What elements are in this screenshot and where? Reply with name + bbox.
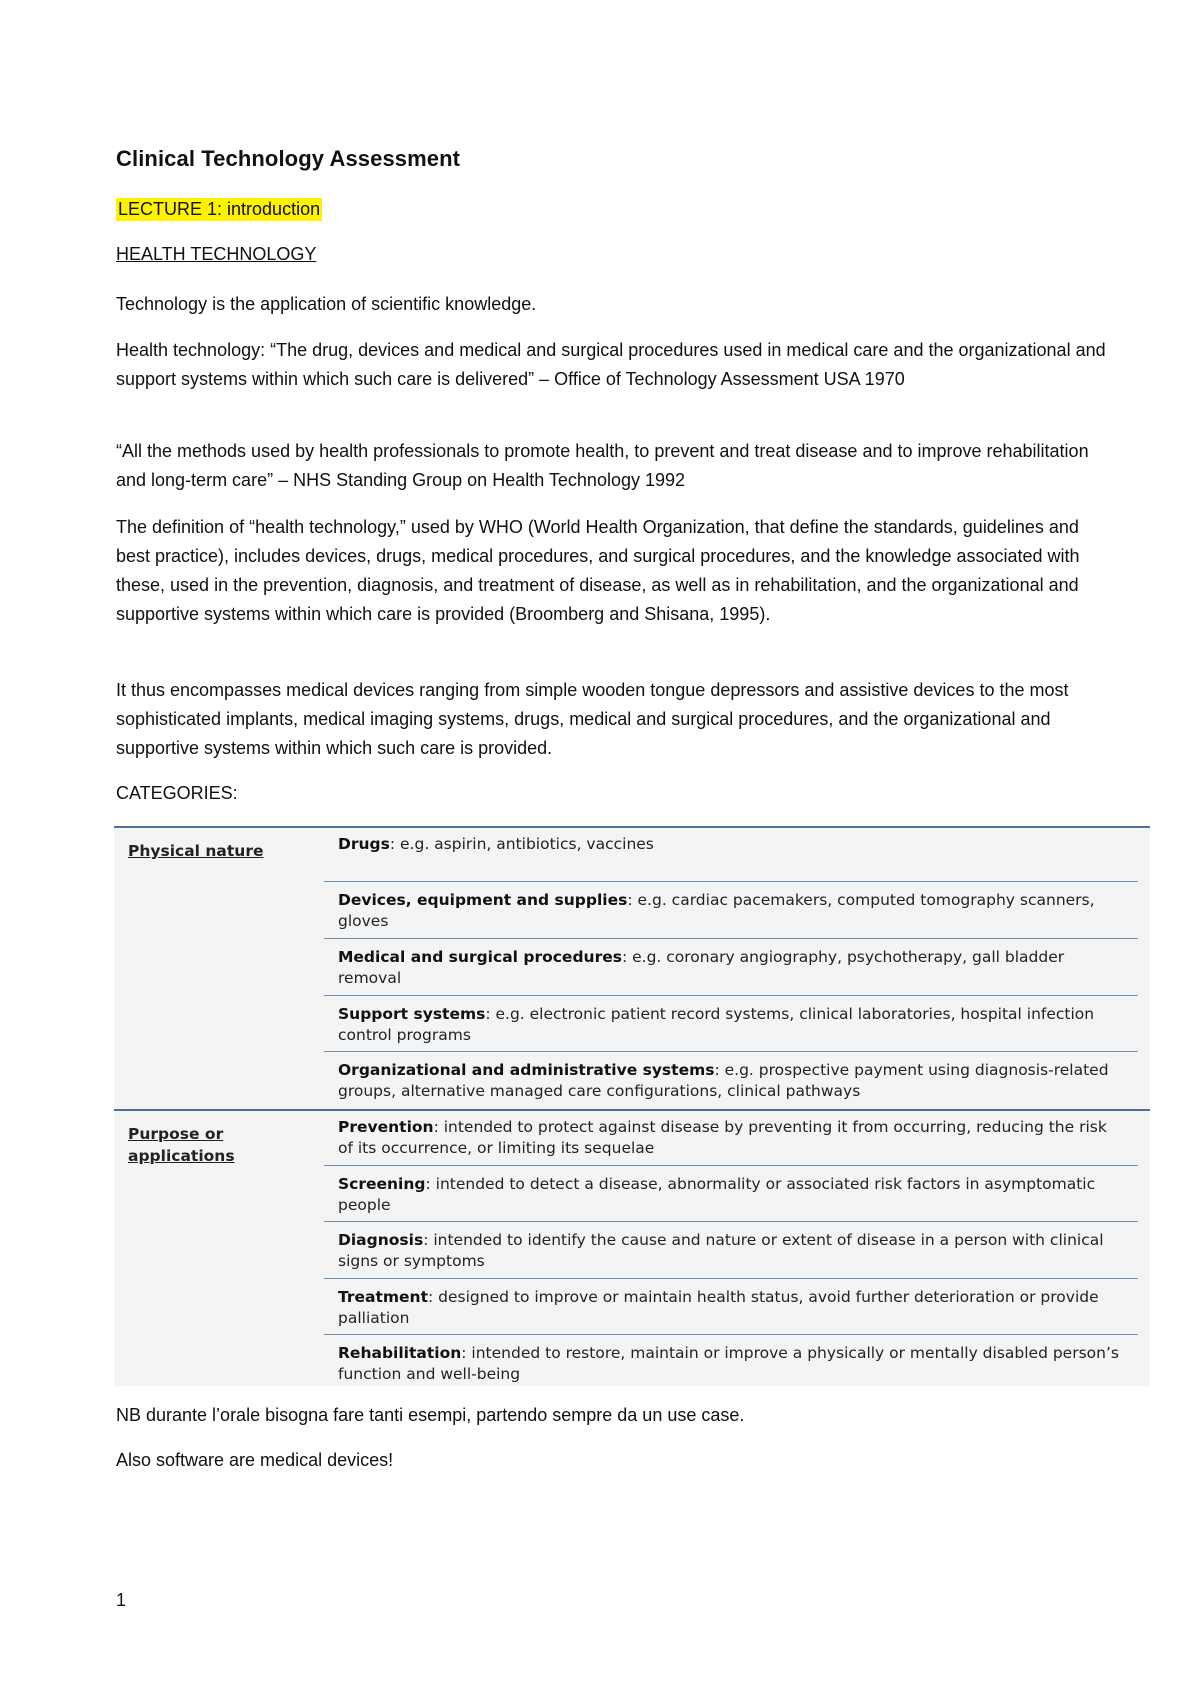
row-description: : intended to protect against disease by preventing it from occurring, reducing the risk of its occurrence, or limiting its sequelae	[338, 1118, 1107, 1157]
row-term: Medical and surgical procedures	[338, 948, 622, 966]
table-row	[324, 1109, 1138, 1166]
table-row	[324, 826, 1138, 882]
physical-nature-group	[114, 826, 1150, 1109]
row-description: : e.g. coronary angiography, psychotherapy, gall bladder removal	[338, 948, 1065, 987]
row-description: : intended to restore, maintain or improve a physically or mentally disabled person’s function and well-being	[338, 1344, 1119, 1383]
row-term: Devices, equipment and supplies	[338, 891, 628, 909]
row-description: : intended to identify the cause and nature or extent of disease in a person with clinical signs or symptoms	[338, 1231, 1104, 1270]
row-term: Rehabilitation	[338, 1344, 462, 1362]
paragraph-2: Health technology: “The drug, devices and medical and surgical procedures used in medical care and the organizational and support systems within which such care is delivered” – Office of Technology Assessment USA 1970	[116, 340, 1106, 389]
row-description: : e.g. electronic patient record systems, clinical laboratories, hospital infection control programs	[338, 1005, 1095, 1044]
row-description: : e.g. aspirin, antibiotics, vaccines	[389, 835, 654, 853]
document-title: Clinical Technology Assessment	[116, 146, 461, 171]
table-row	[324, 1335, 1138, 1386]
physical-nature-rows	[324, 826, 1138, 1109]
table-row	[324, 882, 1138, 939]
paragraph-5: It thus encompasses medical devices ranging from simple wooden tongue depressors and assistive devices to the most sophisticated implants, medical imaging systems, drugs, medical and surgical procedures, and the organizational and supportive systems within which such care is provided.	[116, 680, 1069, 758]
row-term: Organizational and administrative systems	[338, 1061, 715, 1079]
paragraph-1: Technology is the application of scientific knowledge.	[116, 294, 537, 314]
table-row	[324, 1052, 1138, 1109]
row-term: Treatment	[338, 1288, 429, 1306]
lecture-label: LECTURE 1: introduction	[118, 199, 321, 219]
paragraph-4: The definition of “health technology,” used by WHO (World Health Organization, that define the standards, guidelines and best practice), includes devices, drugs, medical procedures, and surgical procedures, and the knowledge associated with these, used in the prevention, diagnosis, and treatment of disease, as well as in rehabilitation, and the organizational and supportive systems within which care is provided (Broomberg and Shisana, 1995).	[116, 517, 1080, 624]
row-term: Support systems	[338, 1005, 486, 1023]
physical-nature-label: Physical nature	[128, 842, 264, 860]
purpose-label: Purpose or applications	[128, 1125, 235, 1165]
paragraph-3: “All the methods used by health professionals to promote health, to prevent and treat disease and to improve rehabilitation and long-term care” – NHS Standing Group on Health Technology 1992	[116, 441, 1089, 490]
purpose-rows	[324, 1109, 1138, 1386]
page-number: 1	[116, 1590, 127, 1610]
table-row	[324, 1166, 1138, 1222]
nb-note: NB durante l’orale bisogna fare tanti esempi, partendo sempre da un use case.	[116, 1405, 745, 1425]
row-description: : designed to improve or maintain health status, avoid further deterioration or provide palliation	[338, 1288, 1099, 1327]
categories-label: CATEGORIES:	[116, 783, 238, 803]
row-term: Screening	[338, 1175, 426, 1193]
purpose-group	[114, 1109, 1150, 1386]
software-note: Also software are medical devices!	[116, 1450, 394, 1470]
category-table	[114, 826, 1150, 1386]
section-heading: HEALTH TECHNOLOGY	[116, 244, 317, 264]
row-description: : e.g. prospective payment using diagnosis-related groups, alternative managed care configurations, clinical pathways	[338, 1061, 1109, 1100]
row-term: Drugs	[338, 835, 390, 853]
row-description: : intended to detect a disease, abnormality or associated risk factors in asymptomatic people	[338, 1175, 1096, 1214]
row-term: Prevention	[338, 1118, 434, 1136]
row-term: Diagnosis	[338, 1231, 424, 1249]
table-row	[324, 996, 1138, 1052]
table-row	[324, 1279, 1138, 1335]
table-row	[324, 939, 1138, 996]
row-description: : e.g. cardiac pacemakers, computed tomography scanners, gloves	[338, 891, 1095, 930]
table-row	[324, 1222, 1138, 1279]
